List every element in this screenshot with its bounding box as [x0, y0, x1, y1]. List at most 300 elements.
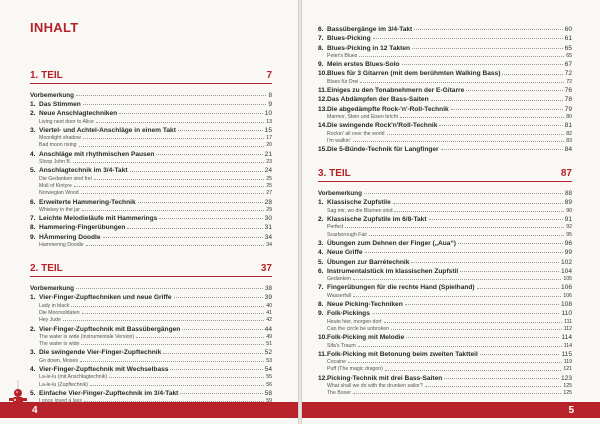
toc-chapter-entry — [30, 293, 272, 302]
dot-leader — [83, 104, 267, 105]
toc-chapter-entry — [318, 121, 572, 130]
chapter-number: 6. — [318, 26, 324, 33]
dot-leader — [178, 130, 263, 131]
entry-page: 114 — [563, 342, 572, 349]
toc-chapter-entry — [318, 258, 572, 267]
toc-song-entry — [318, 390, 572, 397]
dot-leader — [444, 378, 559, 379]
chapter-number: 7. — [30, 215, 36, 223]
toc-song-entry — [30, 190, 272, 197]
dot-leader — [74, 186, 264, 187]
toc-chapter-entry — [30, 198, 272, 207]
toc-chapter-entry — [318, 239, 572, 248]
dot-leader — [94, 179, 264, 180]
toc-chapter-entry — [318, 309, 572, 318]
entry-title: Peter's Blues — [327, 52, 358, 59]
entry-title: Die Gedanken sind frei — [39, 175, 92, 182]
entry-page: 83 — [566, 137, 572, 144]
dot-leader — [182, 329, 262, 330]
entry-title: Rockin' all over the world — [327, 130, 385, 137]
entry-page: 76 — [564, 87, 572, 95]
toc-song-entry — [318, 293, 572, 300]
chapter-number: 13. — [318, 105, 328, 113]
left-page — [0, 0, 298, 424]
entry-title: Vorbemerkung — [318, 190, 362, 198]
chapter-number: 1. — [30, 294, 36, 302]
dot-leader — [360, 82, 564, 83]
entry-page: 17 — [266, 135, 272, 142]
part-page: 7 — [266, 70, 272, 81]
entry-page: 95 — [566, 231, 572, 238]
entry-title: Picking-Technik mit drei Bass-Saiten — [327, 374, 443, 382]
part-2 — [30, 263, 272, 405]
dot-leader — [369, 235, 564, 236]
toc-chapter-entry — [318, 267, 572, 276]
entry-title: Folk-Pickings — [327, 310, 370, 318]
right-page-content — [318, 18, 572, 398]
entry-title: Gedanken — [327, 276, 351, 283]
toc-song-entry — [318, 131, 572, 138]
entry-title: Whiskey in the jar — [39, 206, 80, 213]
entry-title: Neue Griffe — [327, 249, 363, 257]
dot-leader — [353, 393, 561, 394]
dot-leader — [138, 202, 263, 203]
entry-page: 34 — [266, 242, 272, 249]
toc-chapter-entry — [30, 109, 272, 118]
entry-title: Scarborough Fair — [327, 231, 368, 238]
toc-song-entry — [318, 383, 572, 390]
entry-page: 25 — [266, 175, 272, 182]
entry-title: Die swingende Vier-Finger-Zupftechnik — [39, 349, 162, 357]
entry-title: Vier-Finger-Zupftechnik mit Wechselbass — [39, 366, 169, 374]
entry-title: Vier-Finger-Zupftechniken und neue Griffe — [39, 294, 172, 302]
dot-leader — [174, 297, 263, 298]
entry-title: Instrumentalstück im klassischen Zupfstil — [327, 267, 459, 275]
dot-leader — [451, 109, 563, 110]
entry-page: 44 — [264, 325, 272, 333]
entry-page: 102 — [560, 258, 572, 266]
dot-leader — [405, 304, 559, 305]
entry-page: 31 — [264, 224, 272, 232]
chapter-number: 4. — [318, 249, 324, 257]
entry-title: Sloop John B. — [39, 159, 72, 166]
toc-entries — [318, 25, 572, 154]
entry-title: Blues-Picking — [327, 35, 371, 43]
toc-song-entry — [318, 276, 572, 283]
entry-title: Bassübergänge im 3/4-Takt — [327, 26, 413, 33]
dot-leader — [412, 48, 563, 49]
entry-title: Anschlagtechnik im 3/4-Takt — [39, 167, 128, 175]
entry-title: Einfache Vier-Finger-Zupftechnik im 3/4-Takt — [39, 389, 179, 397]
entry-title: Vorbemerkung — [30, 92, 74, 99]
entry-page: 29 — [266, 206, 272, 213]
entry-page: 8 — [268, 92, 272, 99]
toc-song-entry — [30, 310, 272, 317]
entry-page: 123 — [560, 374, 572, 382]
dot-leader — [90, 385, 264, 386]
dot-leader — [73, 162, 264, 163]
dot-leader — [63, 320, 264, 321]
dot-leader — [460, 271, 559, 272]
toc-song-entry — [30, 135, 272, 142]
chapter-number: 12. — [318, 96, 328, 104]
chapter-number: 8. — [30, 224, 36, 232]
chapter-number: 10. — [318, 70, 328, 78]
toc-song-entry — [30, 142, 272, 149]
dot-leader — [82, 210, 264, 211]
toc-song-entry — [30, 374, 272, 381]
dot-leader — [414, 29, 562, 30]
dot-leader — [429, 219, 563, 220]
dot-leader — [477, 288, 559, 289]
entry-page: 79 — [564, 105, 572, 113]
part-title: 1. TEIL — [30, 70, 63, 81]
entry-page: 81 — [564, 122, 572, 130]
chapter-number: 4. — [30, 366, 36, 374]
toc-chapter-entry — [30, 214, 272, 223]
entry-title: Klassische Zupfstile — [327, 199, 391, 207]
dot-leader — [103, 237, 263, 238]
toc-chapter-entry — [318, 44, 572, 53]
part-page: 87 — [560, 168, 572, 180]
entry-title: Heute hier, morgen dort — [327, 318, 382, 325]
entry-page: 23 — [266, 159, 272, 166]
dot-leader — [480, 354, 560, 355]
entry-title: Blues-Picking in 12 Takten — [327, 44, 411, 52]
part-page: 37 — [260, 263, 272, 275]
chapter-number: 3. — [30, 126, 36, 134]
toc-song-entry — [318, 232, 572, 239]
toc-chapter-entry — [318, 25, 572, 34]
toc-chapter-entry — [318, 350, 572, 359]
entry-page: 28 — [264, 198, 272, 206]
toc-preface-entry — [30, 284, 272, 293]
entry-title: Viertel- und Achtel-Anschläge in einem Takt — [39, 126, 176, 134]
entry-title: Puff (The magic dragon) — [327, 366, 383, 373]
toc-song-entry — [318, 208, 572, 215]
dot-leader — [130, 171, 263, 172]
toc-song-entry — [30, 341, 272, 348]
toc-chapter-entry — [30, 365, 272, 374]
entry-page: 99 — [564, 249, 572, 257]
entry-page: 125 — [563, 390, 572, 397]
dot-leader — [402, 64, 563, 65]
entry-page: 84 — [564, 146, 572, 154]
toc-song-entry — [30, 119, 272, 126]
toc-chapter-entry — [318, 60, 572, 69]
toc-chapter-entry — [30, 389, 272, 398]
entry-page: 40 — [266, 302, 272, 309]
toc-chapter-entry — [318, 374, 572, 383]
entry-title: Klassische Zupfstile im 6/8-Takt — [327, 216, 427, 224]
toc-song-entry — [318, 359, 572, 366]
entry-page: 65 — [564, 44, 572, 52]
dot-leader — [406, 337, 559, 338]
entry-title: Bad moon rising — [39, 142, 77, 149]
entry-page: 119 — [563, 359, 572, 366]
entry-title: Moonlight shadow — [39, 135, 81, 142]
entry-title: Vier-Finger-Zupftechnik mit Bassübergängen — [39, 325, 181, 333]
entry-page: 115 — [561, 350, 572, 358]
dot-leader — [109, 377, 264, 378]
toc-song-entry — [30, 159, 272, 166]
entry-page: 80 — [566, 113, 572, 120]
dot-leader — [76, 288, 263, 289]
page-number: 4 — [32, 405, 38, 416]
toc-song-entry — [318, 224, 572, 231]
entry-page: 121 — [563, 366, 572, 373]
entry-page: 92 — [566, 224, 572, 231]
entry-title: Living next door to Alice — [39, 118, 94, 125]
chapter-number: 3. — [318, 239, 324, 247]
entry-title: Übungen zur Barrétechnik — [327, 258, 410, 266]
entry-title: HÄmmering Doodle — [39, 233, 101, 241]
chapter-number: 5. — [30, 389, 36, 397]
part-title: 3. TEIL — [318, 168, 351, 180]
entry-title: Wasserfall — [327, 292, 352, 299]
entry-title: Fingerübungen für die rechte Hand (Spielhand) — [327, 284, 475, 292]
dot-leader — [82, 313, 265, 314]
entry-title: The water is wide — [39, 341, 80, 348]
toc-chapter-entry — [318, 215, 572, 224]
page-number: 5 — [568, 405, 574, 416]
entry-title: Leichte Melodieläufe mit Hammerings — [39, 215, 158, 223]
toc-song-entry — [30, 303, 272, 310]
entry-page: 60 — [564, 26, 572, 33]
dot-leader — [81, 344, 264, 345]
dot-leader — [439, 125, 562, 126]
right-page — [302, 0, 600, 424]
entry-title: The water is wide (instrumentale Version) — [39, 333, 135, 340]
entry-page: 78 — [564, 96, 572, 104]
entry-page: 38 — [264, 285, 272, 293]
part-heading — [30, 263, 272, 277]
entry-title: Hammering-Fingerübungen — [39, 224, 126, 232]
chapter-number: 12. — [318, 374, 328, 382]
dot-leader — [411, 262, 559, 263]
dot-leader — [384, 322, 563, 323]
toc-chapter-entry — [318, 34, 572, 43]
entry-page: 54 — [264, 366, 272, 374]
entry-page: 55 — [266, 374, 272, 381]
chapter-number: 11. — [318, 87, 327, 95]
entry-title: Neue Picking-Techniken — [327, 301, 403, 309]
dot-leader — [353, 279, 561, 280]
entry-page: 108 — [560, 301, 572, 309]
chapter-number: 11. — [318, 350, 327, 358]
entry-title: Perfect — [327, 224, 344, 231]
dot-leader — [159, 218, 262, 219]
dot-leader — [345, 227, 564, 228]
toc-entries — [30, 284, 272, 405]
entry-page: 52 — [264, 349, 272, 357]
entry-title: Lady in black — [39, 302, 70, 309]
entry-title: Folk-Picking mit Betonung beim zweiten Taktteil — [327, 350, 478, 358]
toc-chapter-entry — [318, 198, 572, 207]
dot-leader — [466, 90, 562, 91]
toc-song-entry — [318, 79, 572, 86]
entry-title: Cocaine — [327, 359, 347, 366]
dot-leader — [365, 252, 563, 253]
part-heading — [318, 168, 572, 182]
entry-page: 112 — [563, 325, 572, 332]
dot-leader — [441, 149, 563, 150]
entry-title: Hey Jude — [39, 317, 61, 324]
entry-page: 58 — [264, 389, 272, 397]
chapter-number: 9. — [30, 233, 36, 241]
dot-leader — [400, 117, 564, 118]
part-2-continued — [318, 25, 572, 154]
toc-song-entry — [318, 326, 572, 333]
entry-title: Das Abdämpfen der Bass-Saiten — [327, 96, 429, 104]
dot-leader — [364, 193, 563, 194]
entry-title: Die swingende Rock'n'Roll-Technik — [327, 122, 438, 130]
footer-bar — [0, 402, 298, 418]
dot-leader — [80, 361, 264, 362]
toc-song-entry — [30, 176, 272, 183]
dot-leader — [83, 138, 264, 139]
entry-title: Sifa's Traum — [327, 342, 356, 349]
entry-title: Go down, Moses — [39, 357, 78, 364]
entry-page: 34 — [264, 233, 272, 241]
entry-page: 41 — [266, 309, 272, 316]
dot-leader — [180, 393, 262, 394]
dot-leader — [353, 296, 561, 297]
entry-page: 49 — [266, 333, 272, 340]
chapter-number: 7. — [318, 35, 324, 43]
entry-page: 15 — [264, 126, 272, 134]
dot-leader — [163, 353, 262, 354]
dot-leader — [387, 134, 565, 135]
chapter-number: 14. — [318, 122, 328, 130]
entry-title: Mull of Kintyre — [39, 182, 72, 189]
dot-leader — [393, 203, 563, 204]
dot-leader — [71, 306, 264, 307]
entry-page: 39 — [264, 294, 272, 302]
entry-title: What shall we do with the drunken sailor? — [327, 382, 423, 389]
chapter-number: 1. — [318, 199, 324, 207]
entry-title: Blues für Drei — [327, 78, 359, 85]
dot-leader — [425, 386, 562, 387]
toc-chapter-entry — [318, 248, 572, 257]
chapter-number: 4. — [30, 150, 36, 158]
entry-page: 9 — [268, 101, 272, 108]
chapter-number: 9. — [318, 310, 324, 318]
entry-title: Can the circle be unbroken — [327, 325, 389, 332]
part-3 — [318, 168, 572, 397]
part-title: 2. TEIL — [30, 263, 63, 275]
entry-title: Anschläge mit rhythmischen Pausen — [39, 150, 155, 158]
entry-title: Das Stimmen — [39, 101, 81, 108]
chapter-number: 2. — [30, 110, 36, 118]
entry-page: 21 — [264, 150, 272, 158]
entry-page: 20 — [266, 142, 272, 149]
dot-leader — [385, 370, 562, 371]
entry-title: La-le-lu (mit Anschlagtechnik) — [39, 374, 108, 381]
entry-page: 24 — [264, 167, 272, 175]
toc-song-entry — [30, 207, 272, 214]
toc-entries — [30, 91, 272, 249]
entry-title: Hammering Doodle — [39, 242, 84, 249]
dot-leader — [431, 100, 563, 101]
dot-leader — [458, 243, 563, 244]
toc-chapter-entry — [30, 150, 272, 159]
entry-title: Vorbemerkung — [30, 285, 74, 293]
entry-page: 96 — [564, 239, 572, 247]
chapter-number: 3. — [30, 349, 36, 357]
toc-preface-entry — [30, 91, 272, 100]
entry-page: 72 — [564, 70, 572, 78]
entry-page: 53 — [266, 357, 272, 364]
entry-title: Erweiterte Hammering-Technik — [39, 198, 136, 206]
dot-leader — [373, 38, 563, 39]
chapter-number: 6. — [318, 267, 324, 275]
toc-chapter-entry — [318, 69, 572, 78]
toc-chapter-entry — [318, 145, 572, 154]
entry-page: 13 — [266, 118, 272, 125]
toc-chapter-entry — [30, 233, 272, 242]
dot-leader — [359, 56, 564, 57]
toc-chapter-entry — [318, 95, 572, 104]
entry-title: Neue Anschlagtechniken — [39, 110, 118, 118]
entry-page: 90 — [566, 207, 572, 214]
dot-leader — [127, 228, 262, 229]
entry-page: 106 — [563, 292, 572, 299]
entry-page: 10 — [264, 110, 272, 118]
dot-leader — [76, 95, 267, 96]
entry-title: Marmor, Stein und Eisen bricht — [327, 113, 398, 120]
entry-page: 104 — [560, 267, 572, 275]
dot-leader — [156, 154, 262, 155]
entry-page: 82 — [566, 130, 572, 137]
toc-preface-entry — [318, 189, 572, 198]
entry-title: Einiges zu den Tonabnehmern der E-Gitarre — [327, 87, 465, 95]
entry-title: La-le-lu (Zupftechnik) — [39, 381, 89, 388]
entry-title: Übungen zum Dehnen der Finger („Aua“) — [327, 239, 456, 247]
toc-song-entry — [318, 114, 572, 121]
entry-title: The Boxer — [327, 390, 351, 397]
part-1 — [30, 70, 272, 249]
entry-page: 125 — [563, 382, 572, 389]
toc-chapter-entry — [30, 100, 272, 109]
toc-song-entry — [318, 138, 572, 145]
dot-leader — [358, 346, 562, 347]
entry-page: 106 — [560, 284, 572, 292]
entry-page: 110 — [561, 310, 572, 318]
part-heading — [30, 70, 272, 84]
entry-title: I'm walkin' — [327, 137, 351, 144]
entry-title: Die 5-Bünde-Technik für Langfinger — [327, 146, 439, 154]
entry-page: 114 — [561, 334, 572, 342]
dot-leader — [348, 362, 562, 363]
toc-song-entry — [30, 183, 272, 190]
entry-title: Sag mir, wo die Blumen sind — [327, 207, 393, 214]
chapter-number: 15. — [318, 146, 328, 154]
entry-title: Norwegian Wood — [39, 190, 79, 197]
dot-leader — [353, 141, 565, 142]
toc-song-entry — [318, 343, 572, 350]
chapter-number: 5. — [318, 258, 324, 266]
entry-page: 42 — [266, 317, 272, 324]
entry-page: 67 — [564, 61, 572, 69]
toc-song-entry — [318, 53, 572, 60]
toc-chapter-entry — [318, 333, 572, 342]
chapter-number: 10. — [318, 334, 328, 342]
toc-song-entry — [30, 242, 272, 249]
dot-leader — [170, 369, 262, 370]
toc-chapter-entry — [318, 105, 572, 114]
entry-page: 88 — [564, 190, 572, 198]
